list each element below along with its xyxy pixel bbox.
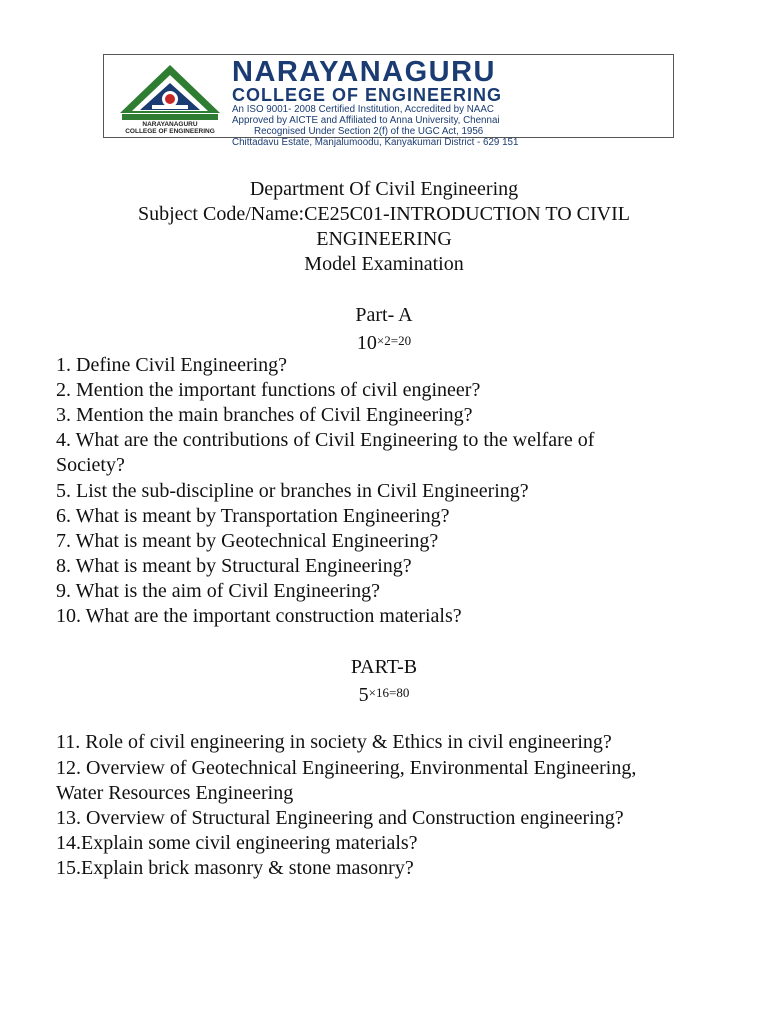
question-9: 9. What is the aim of Civil Engineering? [56, 580, 381, 602]
address-line-1: An ISO 9001- 2008 Certified Institution, Accredited by NAAC [232, 104, 494, 115]
subject-line-1: Subject Code/Name:CE25C01-INTRODUCTION TO CIVIL [138, 203, 630, 225]
part-a-title: Part- A [355, 304, 413, 326]
question-4-continued: Society? [56, 454, 125, 476]
part-b-marks-total: ×16=80 [368, 685, 410, 700]
question-13: 13. Overview of Structural Engineering and Construction engineering? [56, 807, 624, 829]
logo-caption [112, 121, 228, 135]
part-b-marks-count: 5 [358, 684, 369, 706]
address-line-4: Chittadavu Estate, Manjalumoodu, Kanyakumari District - 629 151 [232, 137, 519, 148]
department-title: Department Of Civil Engineering [249, 178, 519, 200]
part-a-marks-total: ×2=20 [376, 333, 412, 348]
question-12: 12. Overview of Geotechnical Engineering, Environmental Engineering, [56, 757, 637, 779]
part-b-title: PART-B [350, 656, 418, 678]
question-11: 11. Role of civil engineering in society & Ethics in civil engineering? [56, 731, 612, 753]
question-8: 8. What is meant by Structural Engineering? [56, 555, 412, 577]
part-a-marks [0, 328, 768, 356]
address-line-3: Recognised Under Section 2(f) of the UGC Act, 1956 [254, 126, 484, 137]
part-a-marks-count: 10 [356, 332, 377, 354]
college-header-banner [103, 54, 674, 148]
question-2: 2. Mention the important functions of civil engineer? [56, 379, 481, 401]
question-3: 3. Mention the main branches of Civil Engineering? [56, 404, 473, 426]
address-line-2: Approved by AICTE and Affiliated to Anna University, Chennai [232, 115, 500, 126]
question-4: 4. What are the contributions of Civil Engineering to the welfare of [56, 429, 595, 451]
college-name: NARAYANAGURU [232, 56, 497, 88]
logo-caption-line-1: NARAYANAGURU [142, 121, 198, 128]
question-14: 14.Explain some civil engineering materials? [56, 832, 418, 854]
question-5: 5. List the sub-discipline or branches in Civil Engineering? [56, 480, 529, 502]
college-subtitle: COLLEGE OF ENGINEERING [232, 85, 503, 105]
subject-line-2: ENGINEERING [316, 228, 452, 250]
logo-caption-line-2: COLLEGE OF ENGINEERING [125, 128, 215, 135]
part-b-marks [0, 680, 768, 708]
question-12-continued: Water Resources Engineering [56, 782, 294, 804]
question-10: 10. What are the important construction materials? [56, 605, 462, 627]
question-15: 15.Explain brick masonry & stone masonry? [56, 857, 414, 879]
question-1: 1. Define Civil Engineering? [56, 354, 288, 376]
question-6: 6. What is meant by Transportation Engineering? [56, 505, 450, 527]
exam-name: Model Examination [304, 253, 464, 275]
question-7: 7. What is meant by Geotechnical Engineering? [56, 530, 439, 552]
